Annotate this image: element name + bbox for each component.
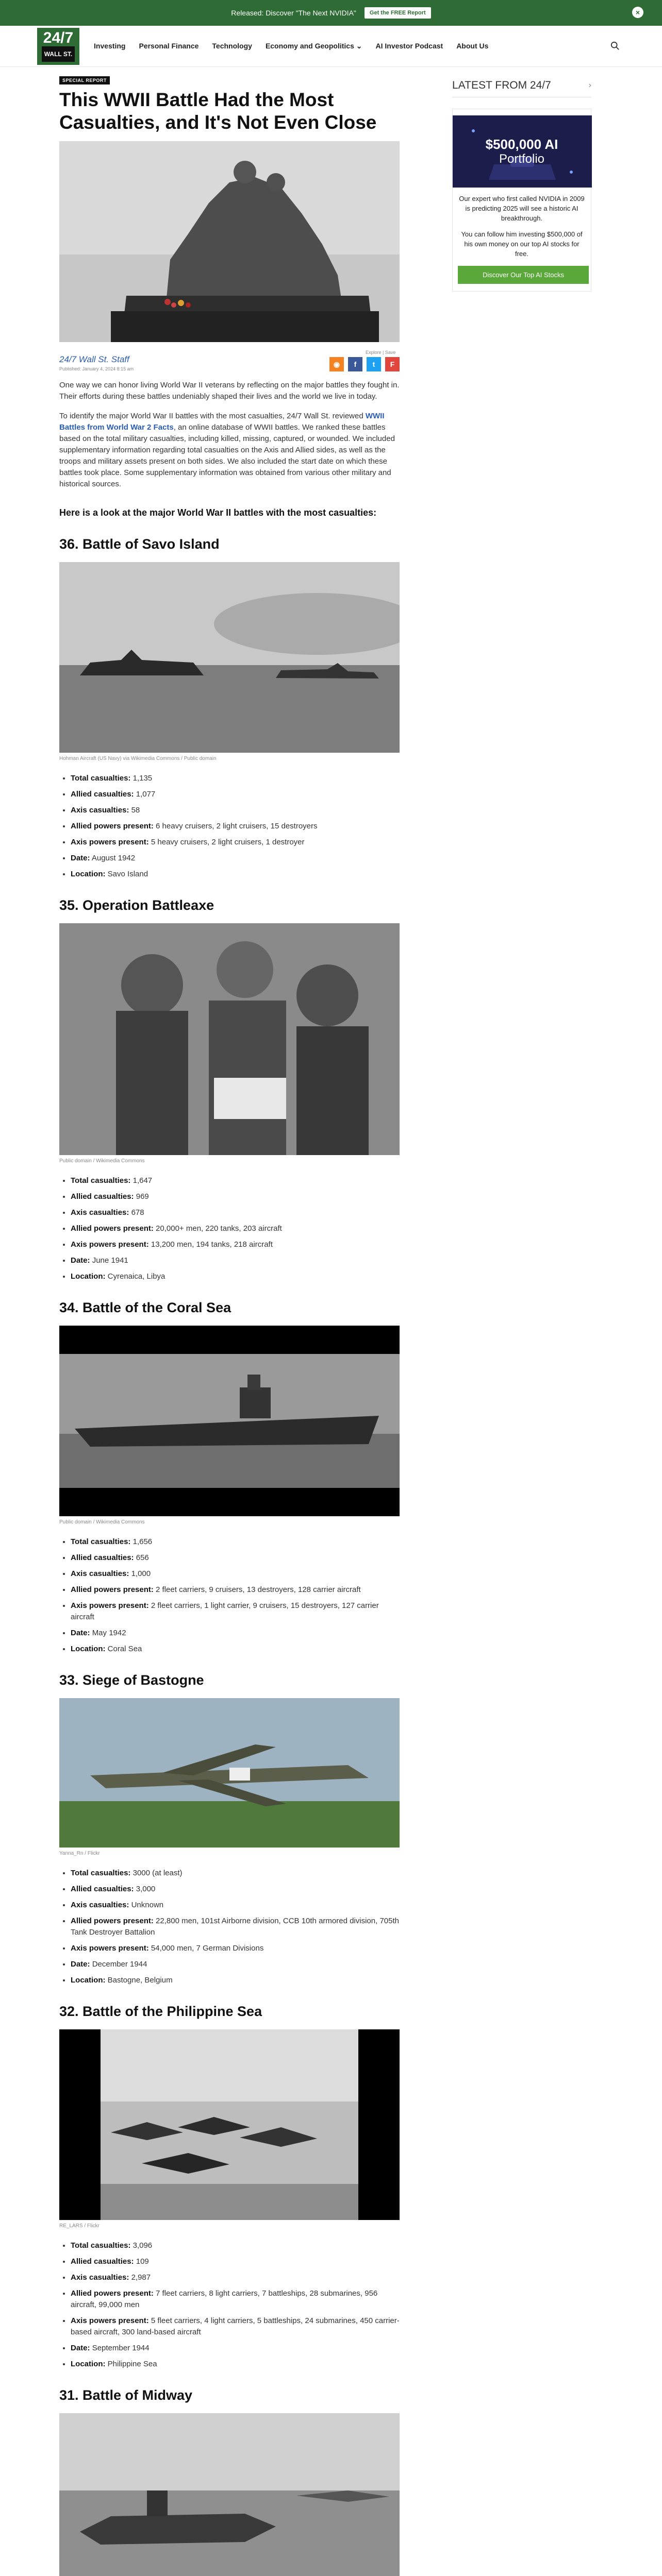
nav-item-technology[interactable]: Technology xyxy=(212,42,252,50)
promo-banner xyxy=(0,0,662,26)
published-date: Published: January 4, 2024 8:15 am xyxy=(59,366,134,371)
fact-value: Cyrenaica, Libya xyxy=(107,1272,166,1281)
fact-value: 20,000+ men, 220 tanks, 203 aircraft xyxy=(156,1224,282,1233)
share-bar xyxy=(329,350,400,371)
fact-label: Date: xyxy=(71,1960,90,1969)
fact-value: 5 fleet carriers, 4 light carriers, 5 battleships, 24 submarines, 450 carrier-based aircraft, 300 land-based aircraft xyxy=(71,2316,400,2336)
fact-label: Allied casualties: xyxy=(71,1192,134,1201)
sidebar xyxy=(452,67,591,2576)
fact-label: Allied powers present: xyxy=(71,1224,154,1233)
fact-value: 1,656 xyxy=(133,1537,153,1546)
image-caption: Hohman Aircraft (US Navy) via Wikimedia Commons / Public domain xyxy=(59,756,217,761)
fact-label: Location: xyxy=(71,2360,106,2368)
fact-label: Axis casualties: xyxy=(71,1901,129,1909)
ad-subheadline: Portfolio xyxy=(499,152,545,166)
intro-paragraph: One way we can honor living World War II veterans by reflecting on the major battles they fought in. Their efforts during these battles undeniably shaped their lives and the world we live in today. xyxy=(59,381,400,401)
fact-value: 969 xyxy=(136,1192,149,1201)
fact-value: December 1944 xyxy=(92,1960,147,1969)
battle-facts xyxy=(59,1536,400,1655)
ad-banner[interactable] xyxy=(458,115,586,188)
fact-value: June 1941 xyxy=(92,1256,128,1265)
ad-text-2: You can follow him investing $500,000 of his own money on our top AI stocks for free. xyxy=(461,230,583,258)
search-icon[interactable] xyxy=(610,41,620,50)
fact-value: 54,000 men, 7 German Divisions xyxy=(151,1944,264,1953)
battle-image-coral-sea xyxy=(59,1326,400,1516)
fact-label: Location: xyxy=(71,1976,106,1985)
battle-image-bastogne xyxy=(59,1698,400,1848)
fact-value: May 1942 xyxy=(92,1629,126,1637)
fact-value: 7 fleet carriers, 8 light carriers, 7 battleships, 28 submarines, 956 aircraft, 99,000 men xyxy=(71,2289,378,2309)
fact-value: 3,096 xyxy=(133,2241,153,2250)
fact-label: Total casualties: xyxy=(71,1176,131,1185)
fact-label: Total casualties: xyxy=(71,1869,131,1877)
fact-value: 3000 (at least) xyxy=(133,1869,183,1877)
nav-item-investing[interactable]: Investing xyxy=(94,42,126,50)
fact-value: Savo Island xyxy=(107,870,148,878)
fact-label: Allied powers present: xyxy=(71,1917,154,1925)
fact-value: 1,135 xyxy=(133,774,153,783)
logo-top: 24/7 xyxy=(43,29,74,46)
fact-label: Axis powers present: xyxy=(71,1240,149,1249)
nav-item-about[interactable]: About Us xyxy=(456,42,489,50)
fact-label: Axis casualties: xyxy=(71,2273,129,2282)
fact-label: Date: xyxy=(71,2344,90,2352)
fact-label: Allied casualties: xyxy=(71,1885,134,1893)
fact-label: Axis casualties: xyxy=(71,1569,129,1578)
battle-image-midway xyxy=(59,2413,400,2576)
fact-value: Philippine Sea xyxy=(107,2360,157,2368)
hero-image xyxy=(59,141,400,342)
fact-label: Axis powers present: xyxy=(71,2316,149,2325)
battle-image-battleaxe xyxy=(59,923,400,1155)
fact-value: Bastogne, Belgium xyxy=(107,1976,173,1985)
fact-value: 1,647 xyxy=(133,1176,153,1185)
fact-value: 58 xyxy=(131,806,140,815)
fact-label: Allied powers present: xyxy=(71,1585,154,1594)
fact-label: Total casualties: xyxy=(71,1537,131,1546)
rss-icon[interactable]: ◉ xyxy=(329,357,344,371)
fact-label: Axis casualties: xyxy=(71,806,129,815)
battle-facts xyxy=(59,2240,400,2370)
fact-label: Location: xyxy=(71,870,106,878)
nav-item-podcast[interactable]: AI Investor Podcast xyxy=(375,42,443,50)
discover-ai-stocks-button[interactable]: Discover Our Top AI Stocks xyxy=(458,266,589,284)
fact-label: Allied casualties: xyxy=(71,790,134,799)
image-caption: Yanna_Rn / Flickr xyxy=(59,1851,100,1856)
list-lead: Here is a look at the major World War II battles with the most casualties: xyxy=(59,507,377,518)
wwii-battles-link[interactable]: WWII Battles from World War 2 Facts xyxy=(59,412,385,432)
battle-heading: 34. Battle of the Coral Sea xyxy=(59,1300,231,1315)
methodology-post: , an online database of WWII battles. We ranked these battles based on the total military casualties, including killed, missing, captured, or wounded. We included supplementary information regarding total casualties on the Axis and Allied sides, as well as the troops and military assets present on both sides. We also included the start date on which these battles took place. Some supplementary information was obtained from various other military and historical sources. xyxy=(59,423,395,488)
fact-label: Allied casualties: xyxy=(71,1553,134,1562)
fact-value: 656 xyxy=(136,1553,149,1562)
ad-headline: $500,000 AI xyxy=(485,137,558,152)
fact-value: 2,987 xyxy=(131,2273,151,2282)
fact-value: 22,800 men, 101st Airborne division, CCB 10th armored division, 705th Tank Destroyer Battalion xyxy=(71,1917,399,1937)
free-report-button[interactable]: Get the FREE Report xyxy=(365,7,431,19)
article-title: This WWII Battle Had the Most Casualties, and It's Not Even Close xyxy=(59,89,377,133)
logo-bottom: WALL ST. xyxy=(42,46,75,62)
promo-banner-message: Released: Discover "The Next NVIDIA" xyxy=(231,9,356,17)
close-icon[interactable]: × xyxy=(632,7,643,18)
battle-heading: 32. Battle of the Philippine Sea xyxy=(59,2004,262,2019)
article xyxy=(59,67,400,2576)
image-caption: Public domain / Wikimedia Commons xyxy=(59,1158,145,1164)
fact-label: Location: xyxy=(71,1272,106,1281)
fact-value: 1,000 xyxy=(131,1569,151,1578)
share-label: Explore | Save xyxy=(366,350,396,355)
fact-label: Allied casualties: xyxy=(71,2257,134,2266)
image-caption: RE_LARS / Flickr xyxy=(59,2223,100,2229)
ai-portfolio-ad xyxy=(452,109,591,292)
battle-facts xyxy=(59,1868,400,1986)
fact-label: Date: xyxy=(71,1256,90,1265)
fact-label: Axis casualties: xyxy=(71,1208,129,1217)
battle-heading: 31. Battle of Midway xyxy=(59,2387,193,2403)
fact-label: Allied powers present: xyxy=(71,822,154,831)
fact-label: Axis powers present: xyxy=(71,838,149,846)
battle-heading: 33. Siege of Bastogne xyxy=(59,1672,204,1688)
battle-image-philippine-sea xyxy=(59,2029,400,2220)
site-logo[interactable] xyxy=(37,28,79,65)
fact-value: 13,200 men, 194 tanks, 218 aircraft xyxy=(151,1240,273,1249)
battle-facts xyxy=(59,1175,400,1282)
fact-value: 2 fleet carriers, 1 light carrier, 9 cruisers, 15 destroyers, 127 carrier aircraft xyxy=(71,1601,379,1621)
twitter-icon[interactable]: t xyxy=(367,357,381,371)
methodology-paragraph xyxy=(59,411,400,490)
fact-value: 2 fleet carriers, 9 cruisers, 13 destroyers, 128 carrier aircraft xyxy=(156,1585,361,1594)
fact-label: Axis powers present: xyxy=(71,1944,149,1953)
fact-value: 6 heavy cruisers, 2 light cruisers, 15 destroyers xyxy=(156,822,318,831)
nav-item-economy[interactable]: Economy and Geopolitics ⌄ xyxy=(265,42,362,50)
fact-value: 109 xyxy=(136,2257,149,2266)
nav-item-personal-finance[interactable]: Personal Finance xyxy=(139,42,199,50)
image-caption: Public domain / Wikimedia Commons xyxy=(59,1519,145,1525)
special-report-tag[interactable]: SPECIAL REPORT xyxy=(59,76,110,84)
fact-value: 5 heavy cruisers, 2 light cruisers, 1 destroyer xyxy=(151,838,305,846)
fact-value: September 1944 xyxy=(92,2344,150,2352)
facebook-icon[interactable]: f xyxy=(348,357,362,371)
fact-label: Date: xyxy=(71,1629,90,1637)
fact-label: Location: xyxy=(71,1645,106,1653)
battle-heading: 36. Battle of Savo Island xyxy=(59,536,220,552)
author-link[interactable]: 24/7 Wall St. Staff xyxy=(59,354,129,364)
fact-value: 3,000 xyxy=(136,1885,156,1893)
fact-value: Unknown xyxy=(131,1901,164,1909)
ad-text-1: Our expert who first called NVIDIA in 2009 is predicting 2025 will see a historic AI breakthrough. xyxy=(459,195,585,222)
fact-label: Axis powers present: xyxy=(71,1601,149,1610)
battle-image-savo xyxy=(59,562,400,753)
sidebar-title: LATEST FROM 24/7 xyxy=(452,79,551,91)
fact-label: Date: xyxy=(71,854,90,862)
fact-value: 678 xyxy=(131,1208,144,1217)
fact-label: Total casualties: xyxy=(71,774,131,783)
fact-label: Total casualties: xyxy=(71,2241,131,2250)
fact-value: 1,077 xyxy=(136,790,156,799)
main-navigation xyxy=(0,26,662,67)
battle-heading: 35. Operation Battleaxe xyxy=(59,897,214,913)
battle-facts xyxy=(59,773,400,880)
methodology-pre: To identify the major World War II battles with the most casualties, 24/7 Wall St. reviewed xyxy=(59,412,366,420)
fact-value: Coral Sea xyxy=(107,1645,142,1653)
chevron-right-icon[interactable]: › xyxy=(588,81,591,90)
fact-value: August 1942 xyxy=(91,854,136,862)
fact-label: Allied powers present: xyxy=(71,2289,154,2298)
flipboard-icon[interactable]: F xyxy=(385,357,400,371)
